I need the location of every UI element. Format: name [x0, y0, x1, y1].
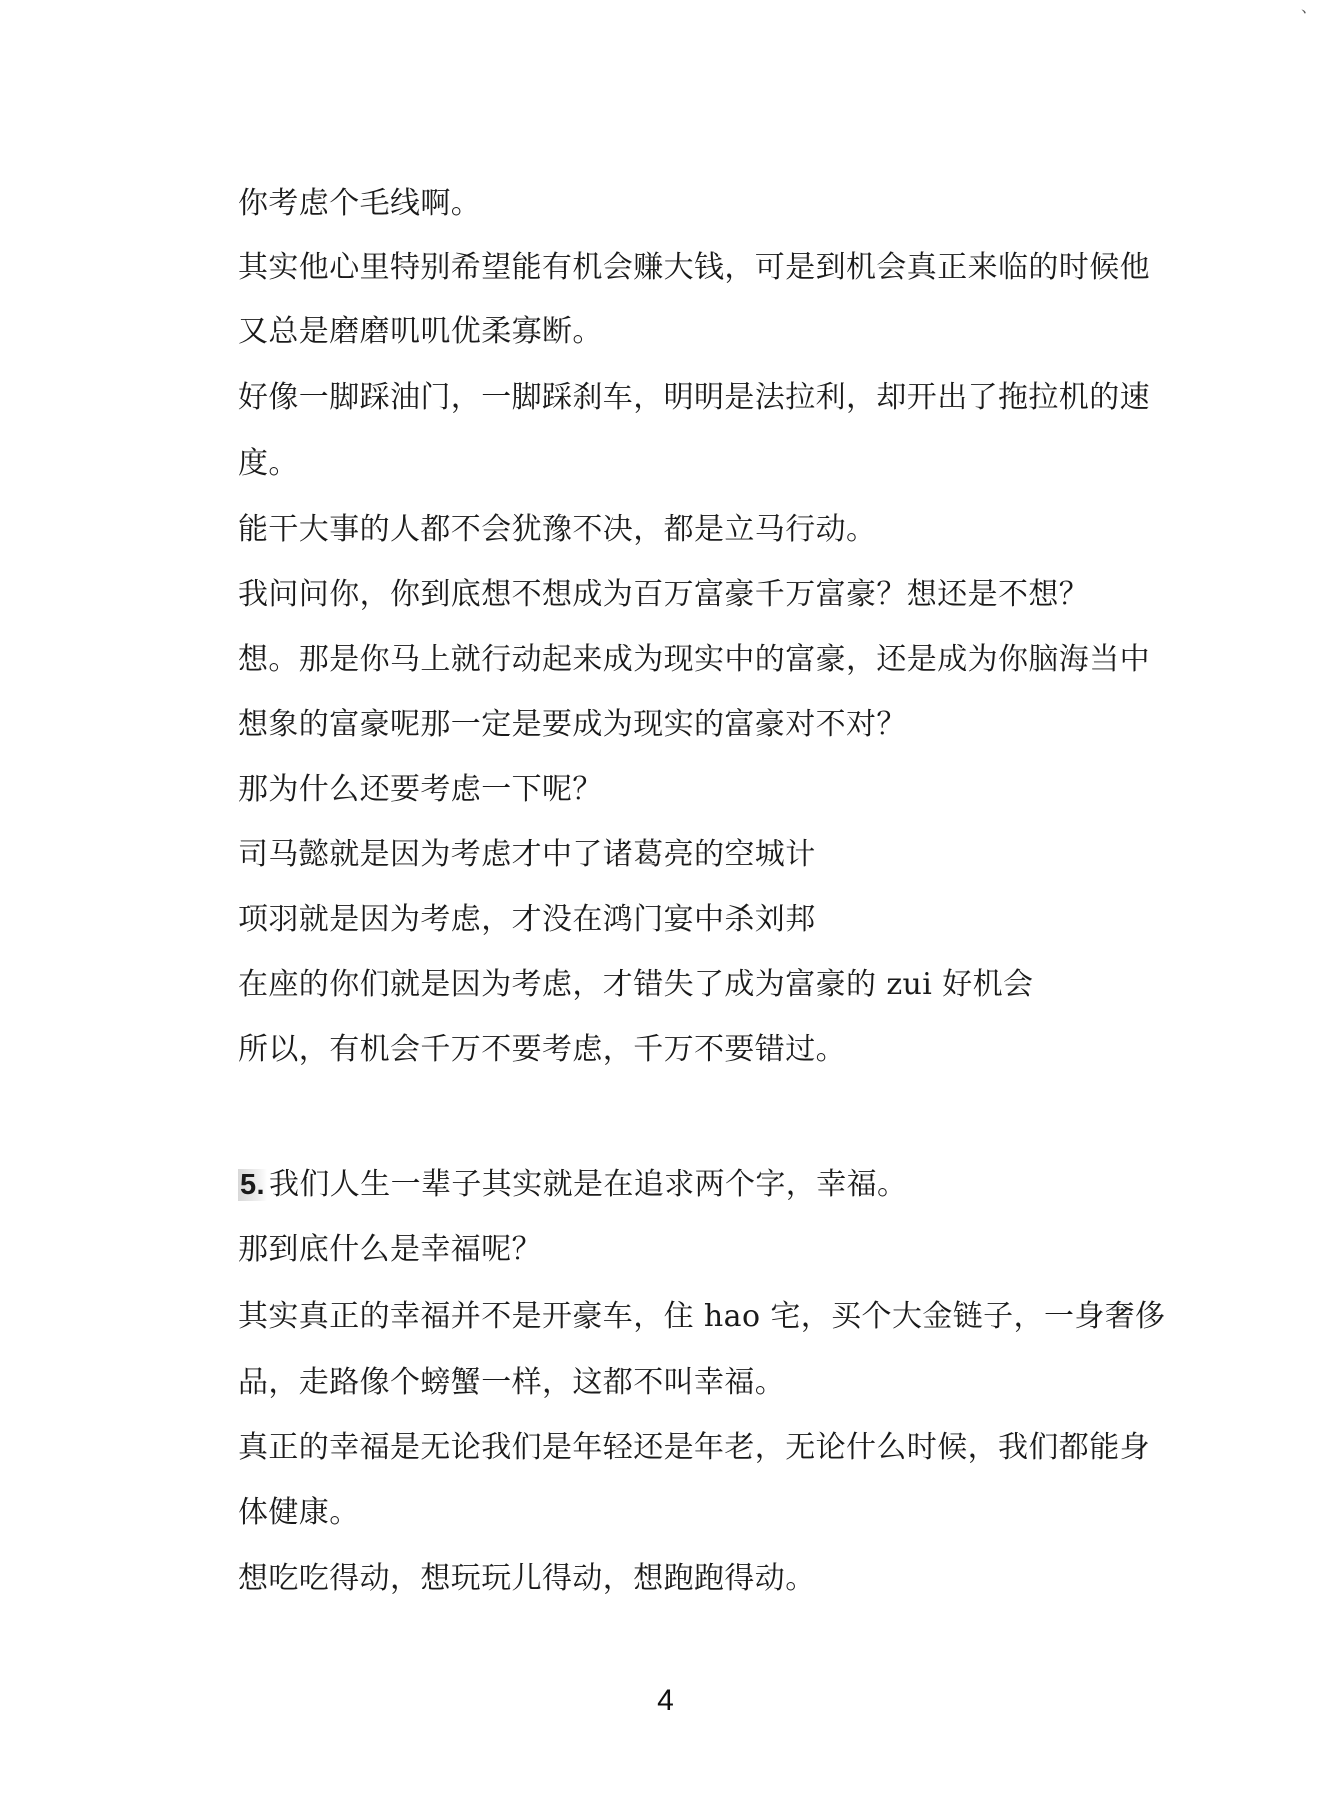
page-number: 4: [657, 1684, 674, 1717]
text-line: 项羽就是因为考虑，才没在鸿门宴中杀刘邦: [238, 902, 816, 937]
text-line: 体健康。: [238, 1495, 360, 1530]
text-line: 想象的富豪呢那一定是要成为现实的富豪对不对？: [238, 707, 907, 742]
text-line: 那到底什么是幸福呢？: [238, 1232, 542, 1267]
text-line: 那为什么还要考虑一下呢？: [238, 772, 603, 807]
text-line: 其实真正的幸福并不是开豪车，住 hao 宅，买个大金链子，一身奢侈: [238, 1299, 1166, 1334]
text-line: 想吃吃得动，想玩玩儿得动，想跑跑得动。: [238, 1561, 816, 1596]
text-line: 好像一脚踩油门，一脚踩刹车，明明是法拉利，却开出了拖拉机的速: [238, 380, 1150, 415]
text-line: 你考虑个毛线啊。: [238, 186, 482, 221]
text-line: 其实他心里特别希望能有机会赚大钱，可是到机会真正来临的时候他: [238, 250, 1150, 285]
text-line: 司马懿就是因为考虑才中了诸葛亮的空城计: [238, 837, 816, 872]
section-heading-text: 我们人生一辈子其实就是在追求两个字，幸福。: [269, 1167, 908, 1202]
text-line: 又总是磨磨叽叽优柔寡断。: [238, 314, 603, 349]
section-heading: [238, 1155, 907, 1215]
text-line: 想。那是你马上就行动起来成为现实中的富豪，还是成为你脑海当中: [238, 642, 1150, 677]
text-line: 真正的幸福是无论我们是年轻还是年老，无论什么时候，我们都能身: [238, 1430, 1150, 1465]
text-line: 我问问你，你到底想不想成为百万富豪千万富豪？想还是不想？: [238, 577, 1090, 612]
text-line: 所以，有机会千万不要考虑，千万不要错过。: [238, 1032, 846, 1067]
corner-mark: 、: [1300, 0, 1317, 16]
text-line: 品，走路像个螃蟹一样，这都不叫幸福。: [238, 1365, 786, 1400]
text-line: 度。: [238, 446, 299, 481]
section-number: 5.: [240, 1169, 265, 1201]
text-line: 在座的你们就是因为考虑，才错失了成为富豪的 zui 好机会: [238, 967, 1034, 1002]
text-line: 能干大事的人都不会犹豫不决，都是立马行动。: [238, 512, 877, 547]
